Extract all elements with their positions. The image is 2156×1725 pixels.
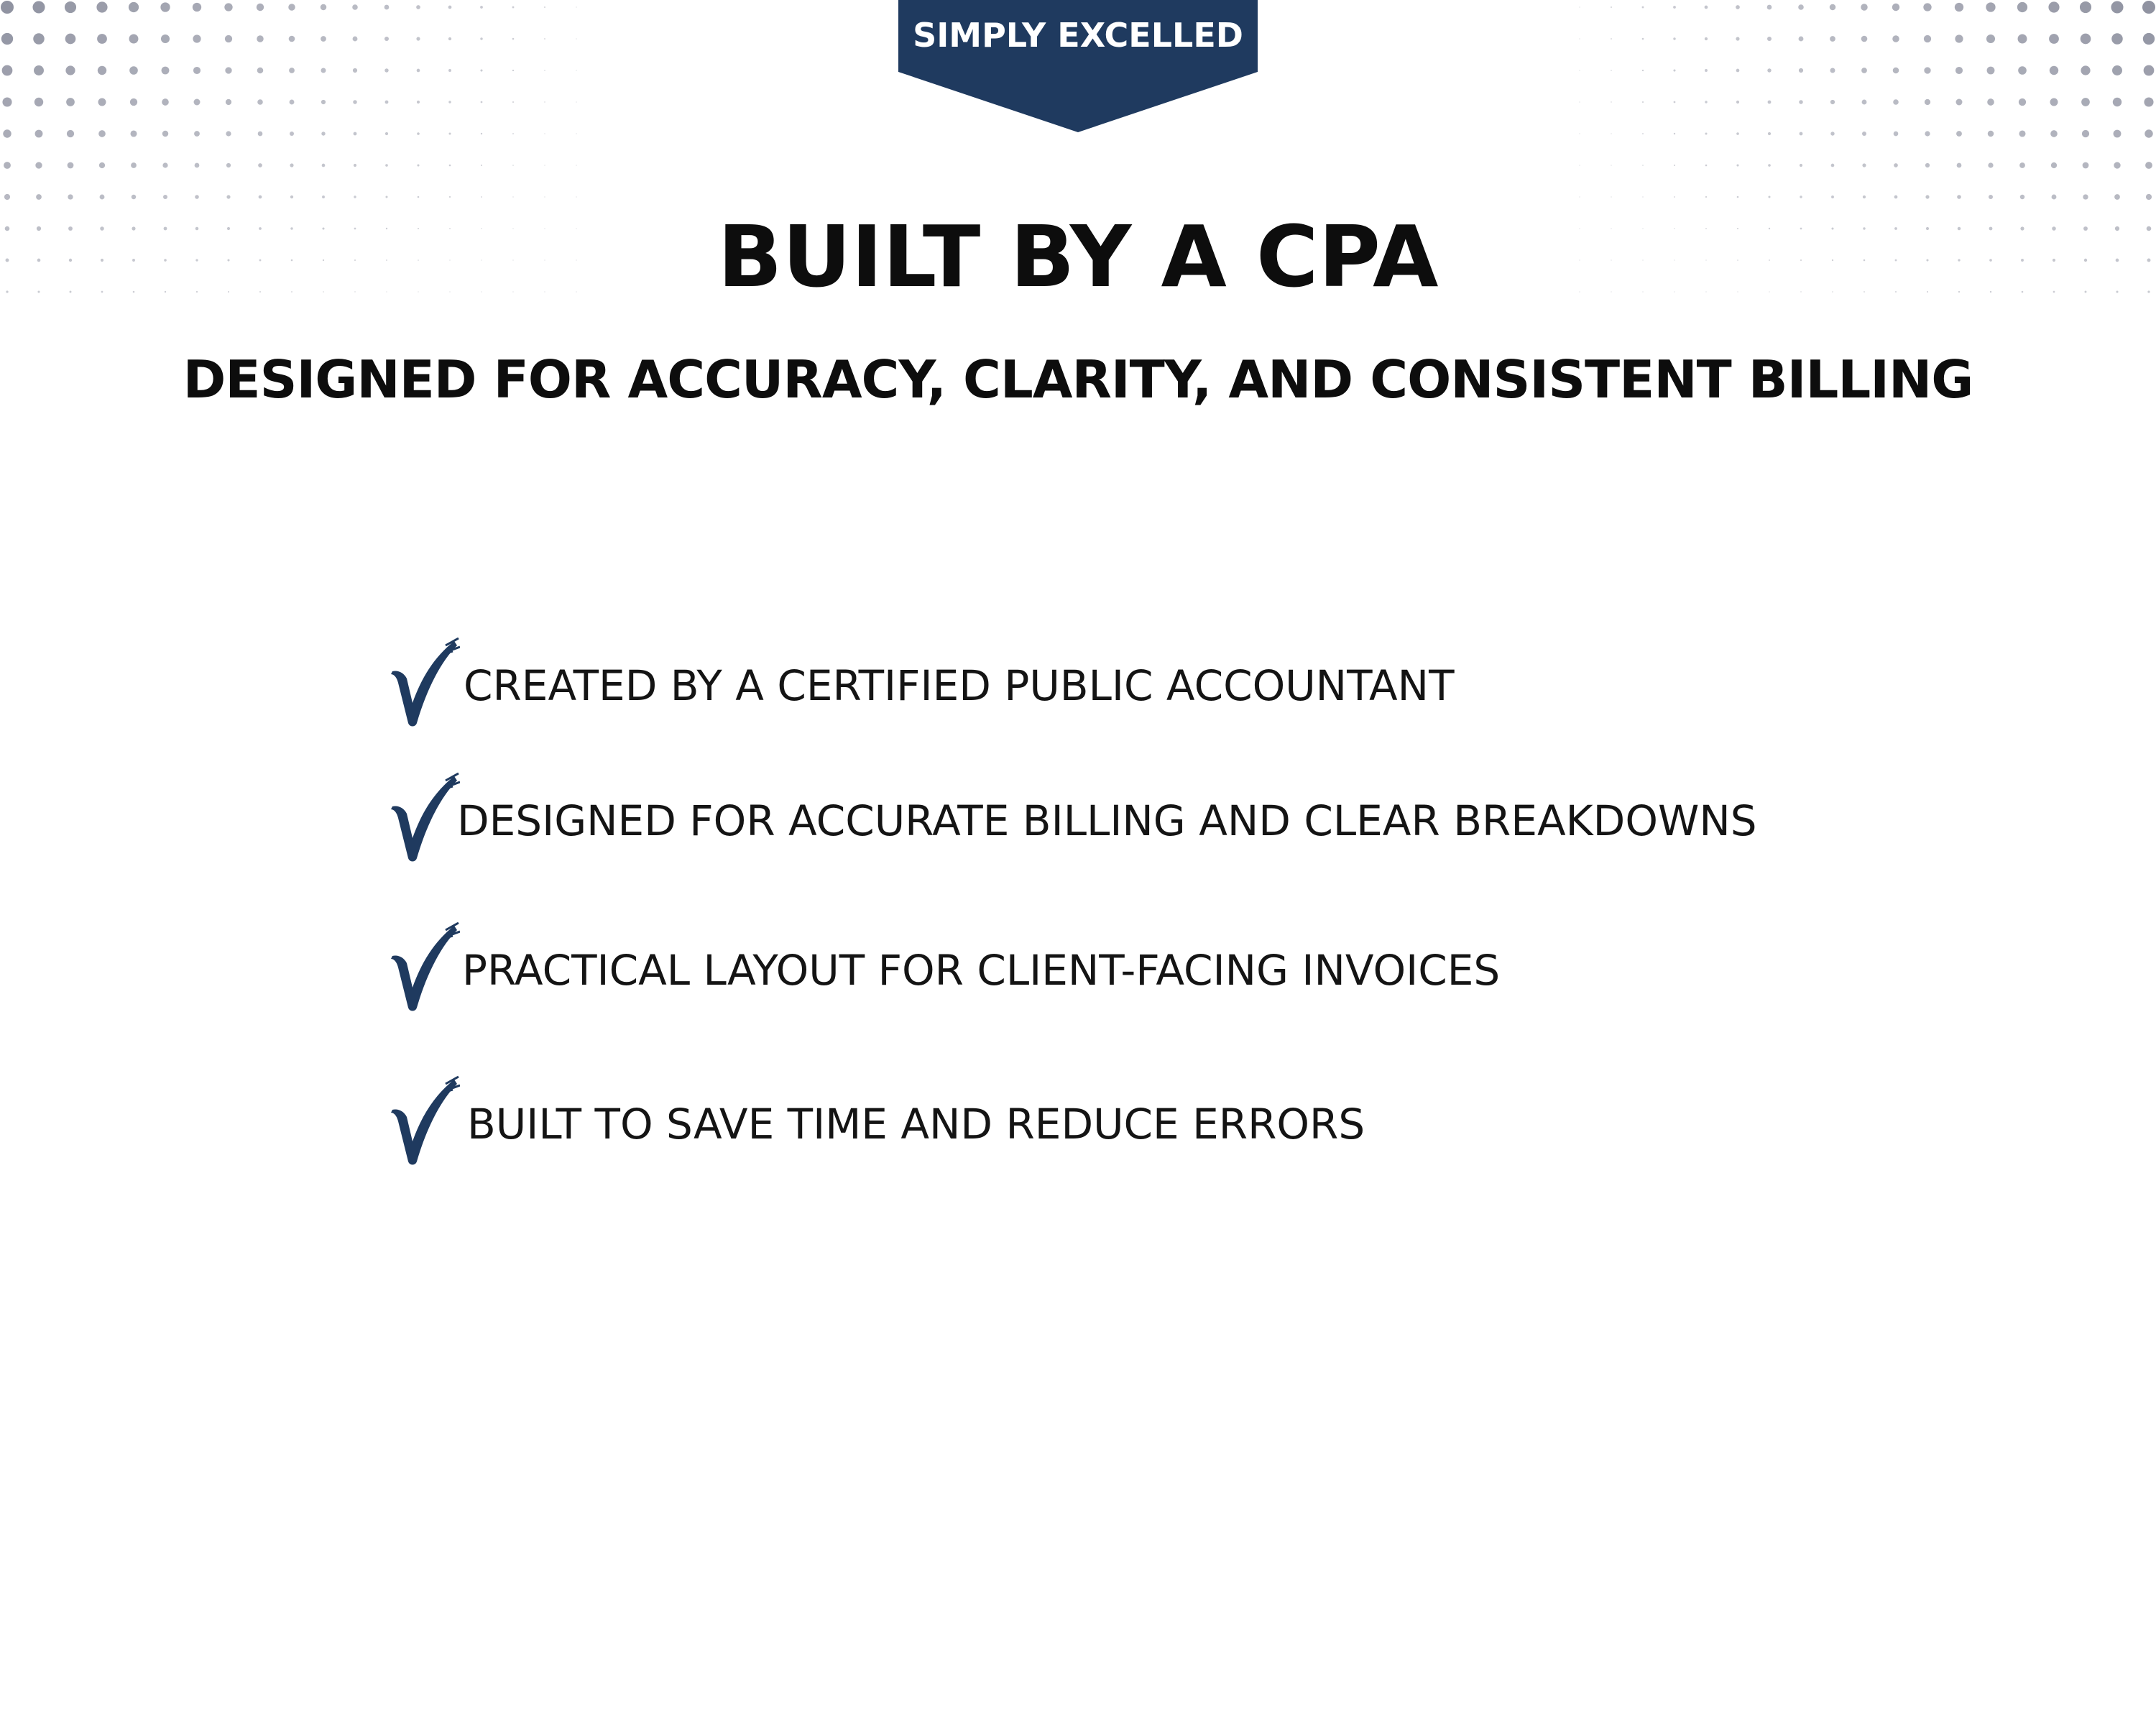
feature-label: BUILT TO SAVE TIME AND REDUCE ERRORS	[467, 1100, 1365, 1149]
feature-label: DESIGNED FOR ACCURATE BILLING AND CLEAR BREAKDOWNS	[457, 796, 1757, 845]
feature-item	[388, 920, 1969, 1021]
feature-item	[388, 1074, 1969, 1174]
feature-item	[388, 770, 1969, 871]
brush-checkmark-icon	[388, 920, 460, 1021]
brand-name: SIMPLY EXCELLED	[913, 16, 1243, 55]
brush-checkmark-icon	[388, 770, 460, 871]
page-title: BUILT BY A CPA	[717, 207, 1439, 306]
feature-item	[388, 635, 1969, 736]
brush-checkmark-icon	[388, 1074, 460, 1174]
feature-label: CREATED BY A CERTIFIED PUBLIC ACCOUNTANT	[464, 661, 1455, 710]
brush-checkmark-icon	[388, 635, 460, 736]
feature-label: PRACTICAL LAYOUT FOR CLIENT-FACING INVOICES	[462, 946, 1501, 995]
page-subtitle: DESIGNED FOR ACCURACY, CLARITY, AND CONSISTENT BILLING	[183, 349, 1973, 410]
